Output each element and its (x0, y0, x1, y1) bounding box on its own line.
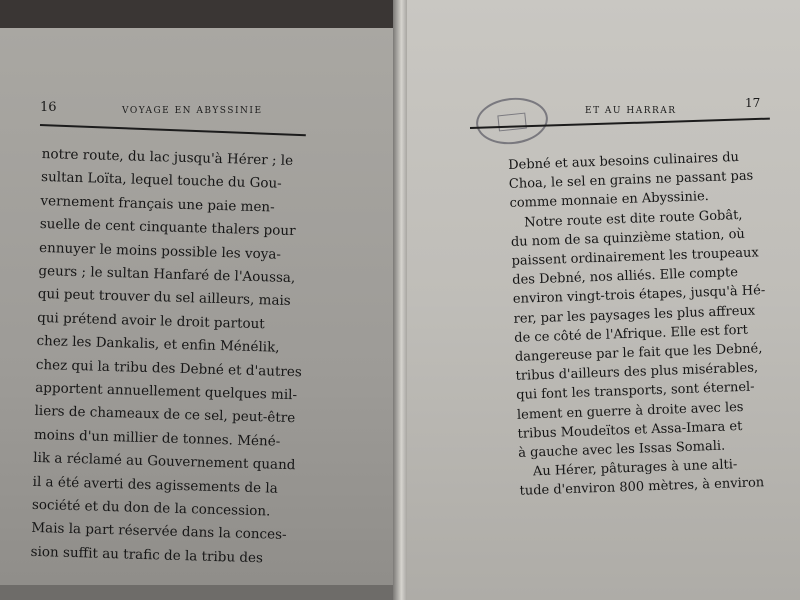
text-line: Choa, le sel en grains ne passant pas (508, 168, 754, 193)
text-line: Au Hérer, pâturages à une alti- (532, 457, 738, 480)
text-line: notre route, du lac jusqu'à Hérer ; le (41, 146, 294, 170)
text-line: moins d'un millier de tonnes. Méné- (33, 426, 281, 450)
right-page-header (560, 96, 770, 116)
text-line: Mais la part réservée dans la conces- (31, 520, 287, 544)
text-line: vernement français une paie men- (40, 192, 275, 216)
text-line: environ vingt-trois étapes, jusqu'à Hé- (512, 283, 766, 308)
text-line: lement en guerre à droite avec les (516, 399, 744, 423)
text-line: sultan Loïta, lequel touche du Gou- (40, 169, 282, 193)
text-line: des Debné, nos alliés. Elle compte (512, 265, 739, 289)
text-line: ennuyer le moins possible les voya- (38, 239, 282, 263)
page-number-right: 17 (745, 96, 761, 110)
text-line: lik a réclamé au Gouvernement quand (33, 450, 296, 474)
book-gutter (393, 0, 407, 600)
text-line: Debné et aux besoins culinaires du (508, 149, 740, 173)
text-line: qui prétend avoir le droit partout (36, 309, 265, 333)
page-stack-edge (0, 585, 398, 600)
page-number-left: 16 (40, 100, 57, 115)
running-head-right: ET AU HARRAR (585, 106, 677, 116)
text-line: comme monnaie en Abyssinie. (509, 189, 710, 212)
text-line: dangereuse par le fait que les Debné, (514, 341, 763, 365)
text-line: à gauche avec les Issas Somali. (518, 438, 726, 461)
text-line: liers de chameaux de ce sel, peut-être (34, 403, 296, 427)
text-line: chez qui la tribu des Debné et d'autres (35, 356, 302, 380)
text-line: il a été averti des agissements de la (32, 473, 279, 497)
text-line: chez les Dankalis, et enfin Ménélik, (36, 333, 280, 356)
running-head-left: VOYAGE EN ABYSSINIE (122, 106, 263, 116)
left-page-header (40, 100, 310, 120)
text-line: rer, par les paysages les plus affreux (513, 303, 756, 327)
text-line: qui font les transports, sont éternel- (516, 379, 755, 404)
text-line: tribus Moudeïtos et Assa-Imara et (517, 418, 743, 442)
text-line: du nom de sa quinzième station, où (510, 226, 746, 250)
text-line: tribus d'ailleurs des plus misérables, (515, 360, 759, 385)
text-line: tude d'environ 800 mètres, à environ (519, 475, 765, 500)
text-line: de ce côté de l'Afrique. Elle est fort (514, 322, 749, 346)
text-line: qui peut trouver du sel ailleurs, mais (37, 286, 291, 310)
text-line: société et du don de la concession. (31, 496, 271, 520)
text-line: geurs ; le sultan Hanfaré de l'Aoussa, (38, 262, 296, 287)
text-line: paissent ordinairement les troupeaux (511, 245, 759, 269)
text-line: sion suffit au trafic de la tribu des (30, 543, 264, 567)
text-line: suelle de cent cinquante thalers pour (39, 216, 296, 240)
text-line: Notre route est dite route Gobât, (524, 207, 743, 231)
text-line: apportent annuellement quelques mil- (35, 379, 298, 404)
